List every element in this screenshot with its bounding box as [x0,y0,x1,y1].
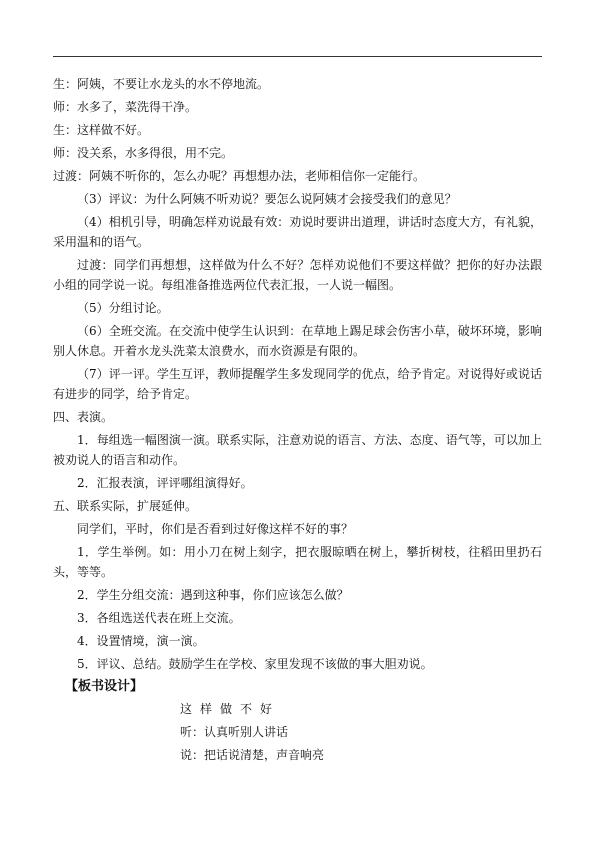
document-body [53,74,542,768]
paragraph: （6）全班交流。在交流中使学生认识到：在草地上踢足球会伤害小草，破坏环境，影响别人休息。开着水龙头洗菜太浪费水，而水资源是有限的。 [53,324,542,358]
paragraph: 2．汇报表演，评评哪组演得好。 [77,476,253,490]
paragraph-list [53,74,542,674]
paragraph: 师：没关系，水多得很，用不完。 [53,146,234,160]
paragraph: 2．学生分组交流：遇到这种事，你们应该怎么做？ [77,588,349,602]
paragraph: 3．各组选送代表在班上交流。 [77,611,241,625]
paragraph: 过渡：同学们再想想，这样做为什么不好？怎样劝说他们不要这样做？把你的好办法跟小组的同学说一说。每组准备推选两位代表汇报，一人说一幅图。 [53,258,542,292]
paragraph: 五、联系实际，扩展延伸。 [53,499,198,513]
paragraph: 4．设置情境，演一演。 [77,634,205,648]
paragraph: 四、表演。 [53,410,114,424]
paragraph: （5）分组讨论。 [77,301,169,315]
paragraph: 5．评议、总结。鼓励学生在学校、家里发现不该做的事大胆劝说。 [77,657,433,671]
paragraph: 1．学生举例。如：用小刀在树上刻字，把衣服晾晒在树上，攀折树枝，往稻田里扔石头，等等。 [53,545,542,579]
paragraph: （4）相机引导，明确怎样劝说最有效：劝说时要讲出道理，讲话时态度大方，有礼貌，采用温和的语气。 [53,215,542,249]
board-design [180,699,542,765]
board-line-speak: 说：把话说清楚，声音响亮 [180,748,325,762]
paragraph: 过渡：阿姨不听你的，怎么办呢？再想想办法，老师相信你一定能行。 [53,169,426,183]
paragraph: （3）评议：为什么阿姨不听劝说？要怎么说阿姨才会接受我们的意见？ [77,192,457,206]
paragraph: 师：水多了，菜洗得干净。 [53,100,198,114]
header-rule [53,56,542,57]
paragraph: （7）评一评。学生互评，教师提醒学生多发现同学的优点，给予肯定。对说得好或说话有进步的同学，给予肯定。 [53,367,542,401]
paragraph: 同学们，平时，你们是否看到过好像这样不好的事？ [77,522,354,536]
board-title: 这样做不好 [180,702,281,716]
board-design-heading: 【板书设计】 [65,679,144,694]
board-line-listen: 听：认真听别人讲话 [180,725,289,739]
paragraph: 1．每组选一幅图演一演。联系实际，注意劝说的语言、方法、态度、语气等，可以加上被劝说人的语言和动作。 [53,433,542,467]
paragraph: 生：阿姨，不要让水龙头的水不停地流。 [53,77,270,91]
paragraph: 生：这样做不好。 [53,123,150,137]
